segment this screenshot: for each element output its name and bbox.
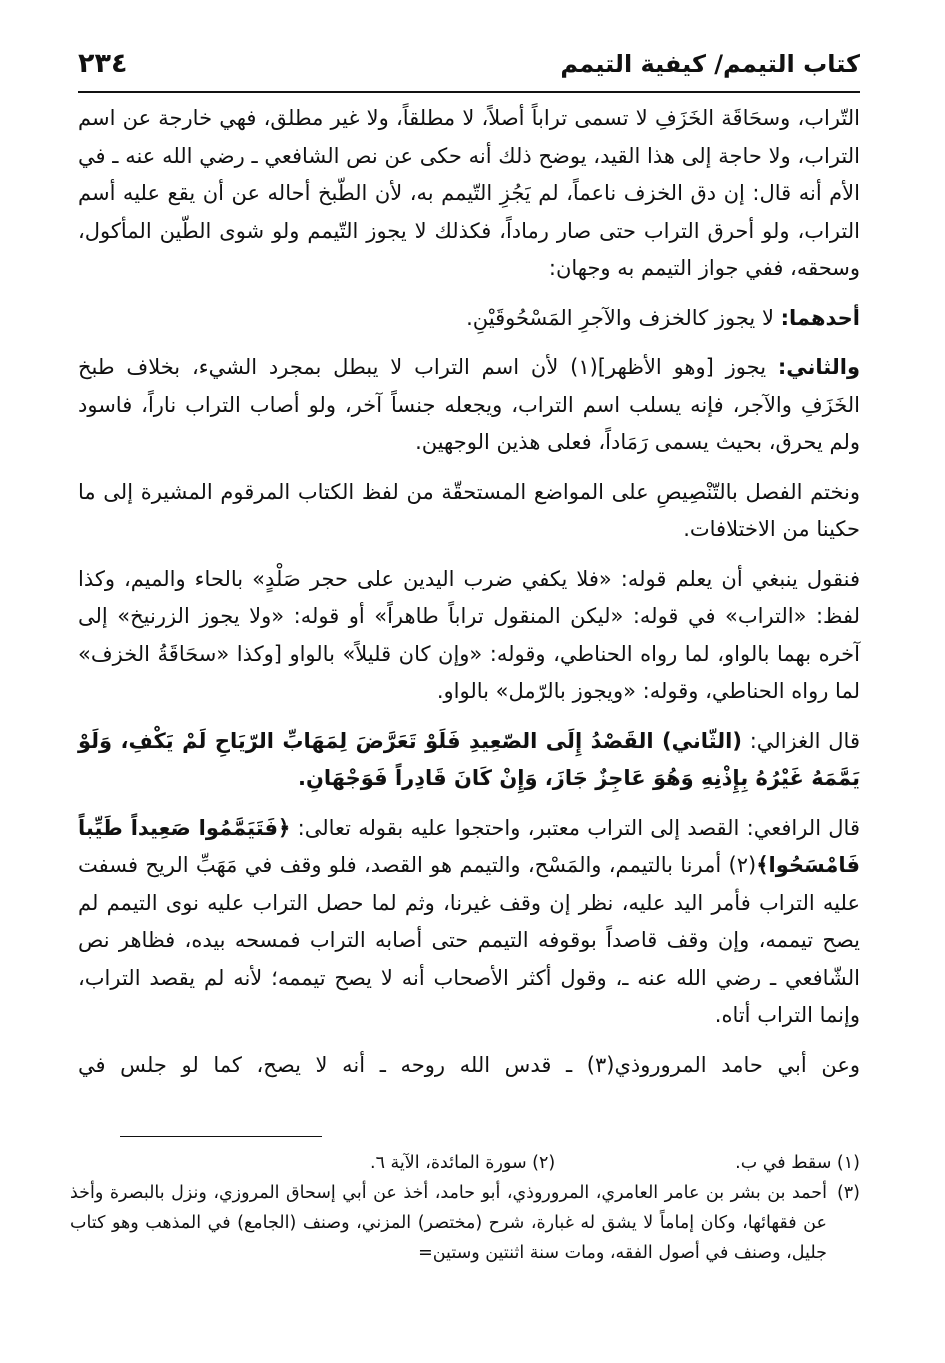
paragraph-1: التّراب، وسحَاقَة الخَزَفِ لا تسمى تراباً أصلاً، لا مطلقاً، ولا غير مطلق، فهي خارجة عن اسم التراب، ولا حاجة إلى هذا القيد، يوضح ذلك أنه حكى عن نص الشافعي ـ رضي الله عنه ـ في الأم أنه قال: إن دق الخزف ناعماً، لم يَجُزِ التّيمم به، لأن الطّبخ أحاله عن أن يقع عليه أسم التراب، ولو أحرق التراب حتى صار رماداً، فكذلك لا يجوز التّيمم ولو شوى الطّين المأكول، وسحقه، ففي جواز التيمم به وجهان: [78,106,860,280]
quran-quote: ﴿فَتَيَمَّمُوا صَعِيداً طَيِّباً فَامْسَحُوا﴾ [78,815,860,877]
paragraph-2 [78,300,860,338]
footnote-2: (٢) سورة المائدة، الآية ٦. [370,1153,556,1173]
footnote-3-number: (٣) [836,1183,860,1203]
header-divider [78,91,860,93]
paragraph-3-lead: والثاني: [777,355,860,379]
paragraph-4: ونختم الفصل بالتّنْصِيصِ على المواضع المستحقّة من لفظ الكتاب المرقوم المشيرة إلى ما حكينا من الاختلافات. [78,479,860,541]
paragraph-2-lead: أحدهما: [780,305,860,330]
footnote-3 [70,1178,860,1268]
footnote-1: (١) سقط في ب. [735,1153,860,1173]
paragraph-7-text: (٢) أمرنا بالتيمم، والمَسْح، والتيمم هو القصد، فلو وقف في مَهَبِّ الريح فسفت عليه التراب فأمر اليد عليه، نظر إن وقف غيرنا، وثم لما حصل التراب عليه نوى التيمم لم يصح تيممه، وإن وقف قاصداً بوقوفه التيمم حتى أصابه التراب فمسحه بيده، فظاهر نص الشّافعي ـ رضي الله عنه ـ، وقول أكثر الأصحاب أنه لا يصح تيممه؛ لأنه لم يقصد التراب، وإنما التراب أتاه. [78,853,860,1027]
main-text [78,100,860,1096]
paragraph-3 [78,349,860,462]
paragraph-6 [78,723,860,798]
page-number: ٢٣٤ [78,48,128,79]
paragraph-2-text: لا يجوز كالخزف والآجرِ المَسْحُوقَيْنِ. [466,305,781,330]
running-title: كتاب التيمم/ كيفية التيمم [560,50,860,78]
ghazali-text: (الثّاني) القَصْدُ إِلَى الصّعِيدِ فَلَوْ تَعَرَّضَ لِمَهَابِّ الرّيَاحِ لَمْ يَكْفِ، وَلَوْ يَمَّمَهُ غَيْرُهُ بِإِذْنِهِ وَهُوَ عَاجِزٌ جَازَ، وَإِنْ كَانَ قَادِراً فَوَجْهَانِ. [78,728,860,790]
footnote-3-text: أحمد بن بشر بن عامر العامري، المروروذي، أبو حامد، أخذ عن أبي إسحاق المروزي، ونزل بالبصرة وأخذ عن فقهائها، وكان إماماً لا يشق له غبارة، شرح (مختصر) المزني، وصنف (الجامع) في المذهب وهو كتاب جليل، وصنف في أصول الفقه، ومات سنة اثنتين وستين= [70,1183,827,1263]
paragraph-6-lead: قال الغزالي: [741,728,860,753]
paragraph-5: فنقول ينبغي أن يعلم قوله: «فلا يكفي ضرب اليدين على حجر صَلْدٍ» بالحاء والميم، وكذا لفظ: «التراب» في قوله: «ليكن المنقول تراباً طاهراً» أو قوله: «ولا يجوز الزرنيخ» إلى آخره بهما بالواو، لما رواه الحناطي، وقوله: «وإن كان قليلاً» بالواو [وكذا «سحَاقَةُ الخزف» لما رواه الحناطي، وقوله: «ويجوز بالرّمل» بالواو. [78,566,860,703]
paragraph-7 [78,810,860,1035]
paragraph-7-lead: قال الرافعي: القصد إلى التراب معتبر، واحتجوا عليه بقوله تعالى: [290,815,860,840]
page-header [78,40,860,92]
footnotes [70,1148,860,1268]
footnote-row [70,1148,860,1178]
paragraph-3-text: يجوز [وهو الأظهر](١) لأن اسم التراب لا يبطل بمجرد الشيء، بخلاف طبخ الخَزَفِ والآجر، فإنه يسلب اسم التراب، ويجعله جنساً آخر، ولو أصاب التراب ناراً، فاسود ولم يحرق، بحيث يسمى رَمَاداً، فعلى هذين الوجهين. [78,355,860,454]
paragraph-8: وعن أبي حامد المروروذي(٣) ـ قدس الله روحه ـ أنه لا يصح، كما لو جلس في [78,1052,860,1077]
footnote-divider [120,1136,322,1137]
